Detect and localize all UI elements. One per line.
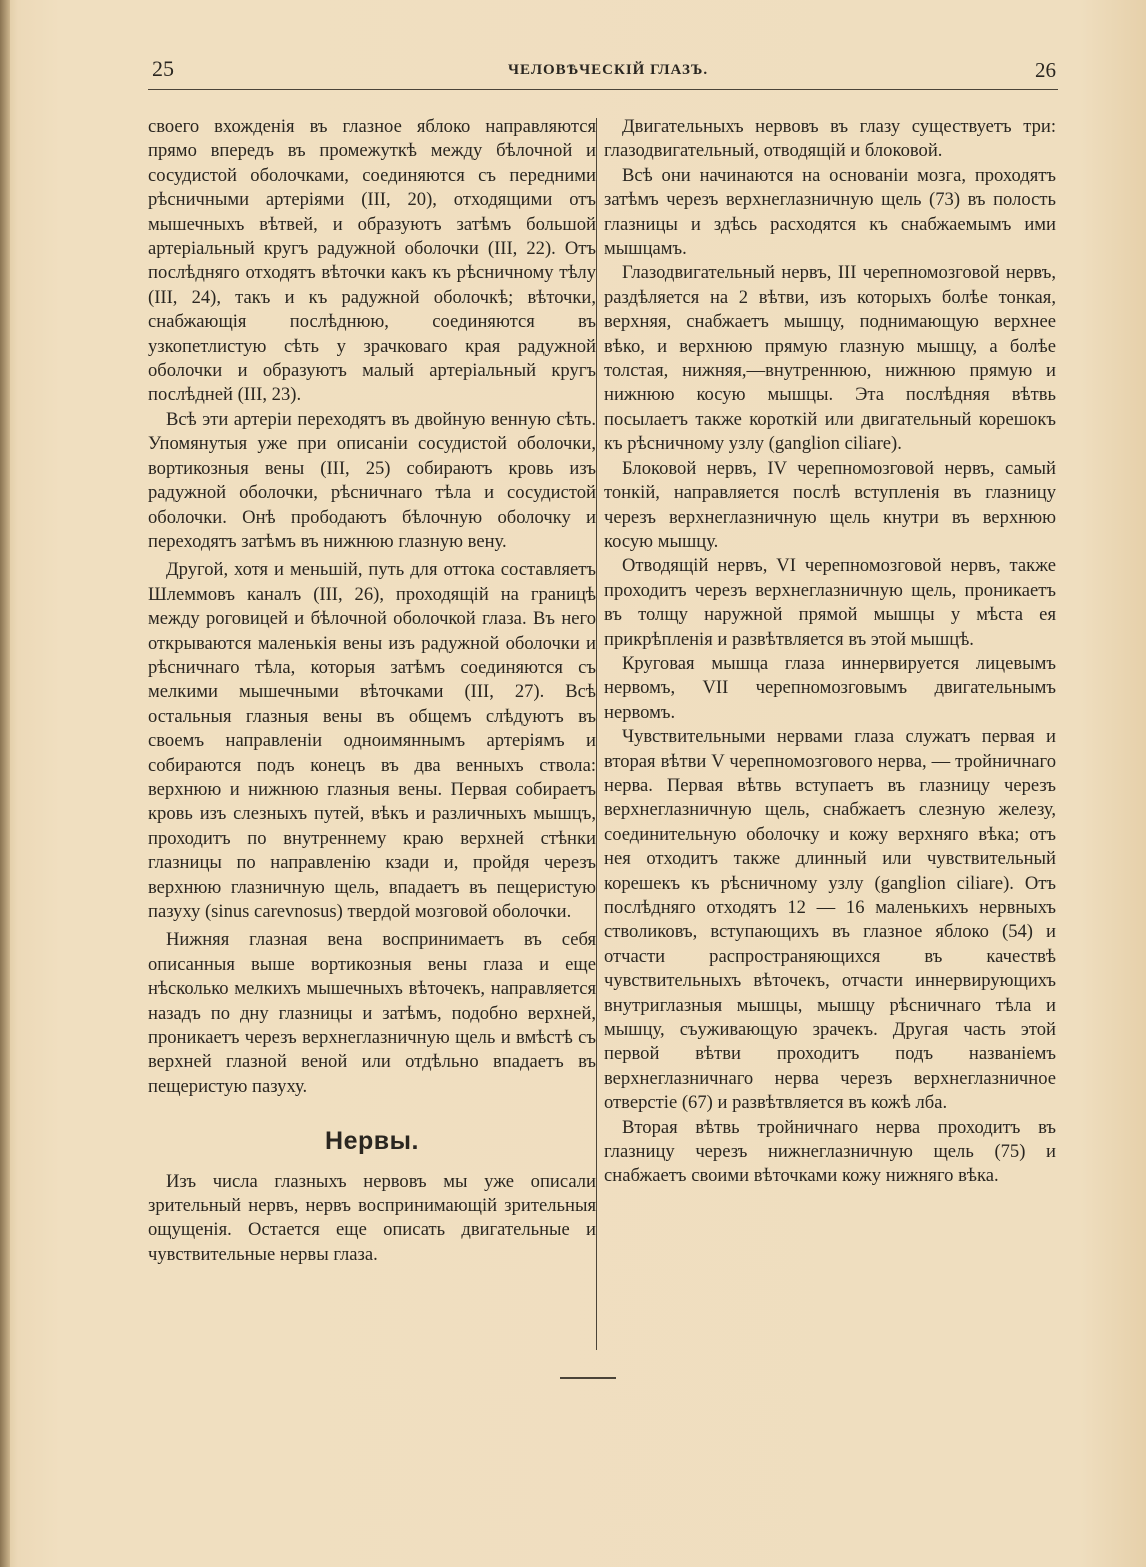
paragraph: Всѣ они начинаются на основаніи мозга, проходятъ затѣмъ черезъ верхнеглазничную щель (73) въ полость глазницы и здѣсь расходятся къ снабжаемымъ ими мышцамъ. [604, 164, 1056, 260]
paragraph: Круговая мышца глаза иннервируется лицевымъ нервомъ, VII черепномозговымъ двигательнымъ нервомъ. [604, 652, 1056, 723]
left-column [148, 115, 596, 1267]
paragraph: Нижняя глазная вена воспринимаетъ въ себя описанныя выше вортикозныя вены глаза и еще нѣсколько мелкихъ мышечныхъ вѣточекъ, направляется назадъ по дну глазницы и затѣмъ, подобно верхней, проникаетъ черезъ верхнеглазничную щель и вмѣстѣ съ верхней глазной веной или отдѣльно впадаетъ въ пещеристую пазуху. [148, 929, 596, 1097]
page-number-left: 25 [152, 56, 174, 81]
page-number-right: 26 [1035, 58, 1056, 82]
paragraph: Глазодвигательный нервъ, III черепномозговой нервъ, раздѣляется на 2 вѣтви, изъ которыхъ болѣе тонкая, верхняя, снабжаетъ мышцу, поднимающую верхнее вѣко, и верхнюю прямую глазную мышцу, а болѣе толстая, нижняя,—внутреннюю, нижнюю прямую и нижнюю косую мышцы. Эта послѣдняя вѣтвь посылаетъ также короткій или двигательный корешокъ къ рѣсничному узлу (ganglion ciliare). [604, 262, 1056, 455]
paragraph: Отводящій нервъ, VI черепномозговой нервъ, также проходитъ черезъ верхнеглазничную щель, проникаетъ въ толщу наружной прямой мышцы у мѣста ея прикрѣпленія и развѣтвляется въ этой мышцѣ. [604, 555, 1056, 650]
page-binding-edge [0, 0, 10, 1567]
paragraph: Блоковой нервъ, IV черепномозговой нервъ, самый тонкій, направляется послѣ вступленія въ глазницу черезъ верхнеглазничную щель кнутри въ верхнюю косую мышцу. [604, 457, 1056, 552]
right-column [604, 115, 1056, 1189]
paragraph: Двигательныхъ нервовъ въ глазу существуетъ три: глазодвигательный, отводящій и блоковой. [604, 116, 1056, 162]
page-header [148, 54, 1060, 90]
paragraph: Изъ числа глазныхъ нервовъ мы уже описали зрительный нервъ, нервъ воспринимающій зрительныя ощущенія. Остается еще описать двигательные и чувствительные нервы глаза. [148, 1170, 596, 1265]
running-title: ЧЕЛОВѢЧЕСКІЙ ГЛАЗЪ. [508, 62, 709, 78]
paragraph: Всѣ эти артеріи переходятъ въ двойную венную сѣть. Упомянутыя уже при описаніи сосудистой оболочки, вортикозныя вены (III, 25) собираютъ кровь изъ радужной оболочки, рѣсничнаго тѣла и сосудистой оболочки. Онѣ прободаютъ бѣлочную оболочку и переходятъ затѣмъ въ нижнюю глазную вену. [148, 408, 596, 552]
paragraph: своего вхожденія въ глазное яблоко направляются прямо впередъ въ промежуткѣ между бѣлочной и сосудистой оболочками, соединяются съ передними рѣсничными артеріями (III, 20), отходящими отъ мышечныхъ вѣтвей, и образуютъ затѣмъ большой артеріальный кругъ радужной оболочки (III, 22). Отъ послѣдняго отходятъ вѣточки какъ къ рѣсничному тѣлу (III, 24), такъ и къ радужной оболочкѣ; вѣточки, снабжающія послѣднюю, соединяются въ узкопетлистую сѣть у зрачковаго края радужной оболочки и образуютъ малый артеріальный кругъ послѣдней (III, 23). [148, 116, 596, 406]
paragraph: Вторая вѣтвь тройничнаго нерва проходитъ въ глазницу черезъ нижнеглазничную щель (75) и снабжаетъ своими вѣточками кожу нижняго вѣка. [604, 1116, 1056, 1187]
header-rule [148, 89, 1058, 90]
end-rule [560, 1377, 616, 1379]
paragraph: Чувствительными нервами глаза служатъ первая и вторая вѣтви V черепномозгового нерва, — тройничнаго нерва. Первая вѣтвь вступаетъ въ глазницу черезъ верхнеглазничную щель, снабжаетъ слезную железу, соединительную оболочку и кожу верхняго вѣка; отъ нея отходитъ также длинный или чувствительный корешекъ къ рѣсничному узлу (ganglion ciliare). Отъ послѣдняго отходятъ 12 — 16 маленькихъ нервныхъ стволиковъ, вступающихъ въ глазное яблоко (54) и отчасти распространяющихся въ качествѣ чувствительныхъ вѣточекъ, отчасти иннервирующихъ внутриглазныя мышцы, мышцу рѣсничнаго тѣла и мышцу, съуживающую зрачекъ. Другая часть этой первой вѣтви проходитъ подъ названіемъ верхнеглазничнаго нерва черезъ верхнеглазничное отверстіе (67) и развѣтвляется въ кожѣ лба. [604, 726, 1056, 1114]
section-heading: Нервы. [325, 1127, 419, 1156]
paragraph: Другой, хотя и меньшій, путь для оттока составляетъ Шлеммовъ каналъ (III, 26), проходящій на границѣ между роговицей и бѣлочной оболочкой глаза. Въ него открываются маленькія вены изъ радужной оболочки и рѣсничнаго тѣла, которыя затѣмъ соединяются съ мелкими мышечными вѣточками (III, 27). Всѣ остальныя глазныя вены въ общемъ слѣдуютъ въ своемъ направленіи одноимяннымъ артеріямъ и собираются подъ конецъ въ два венныхъ ствола: верхнюю и нижнюю глазныя вены. Первая собираетъ кровь изъ слезныхъ путей, вѣкъ и различныхъ мышцъ, проходитъ по внутреннему краю верхней стѣнки глазницы по направленію кзади и, пройдя черезъ верхнюю глазничную щель, впадаетъ въ пещеристую пазуху (sinus carevnosus) твердой мозговой оболочки. [148, 559, 596, 922]
column-divider [596, 118, 597, 1350]
